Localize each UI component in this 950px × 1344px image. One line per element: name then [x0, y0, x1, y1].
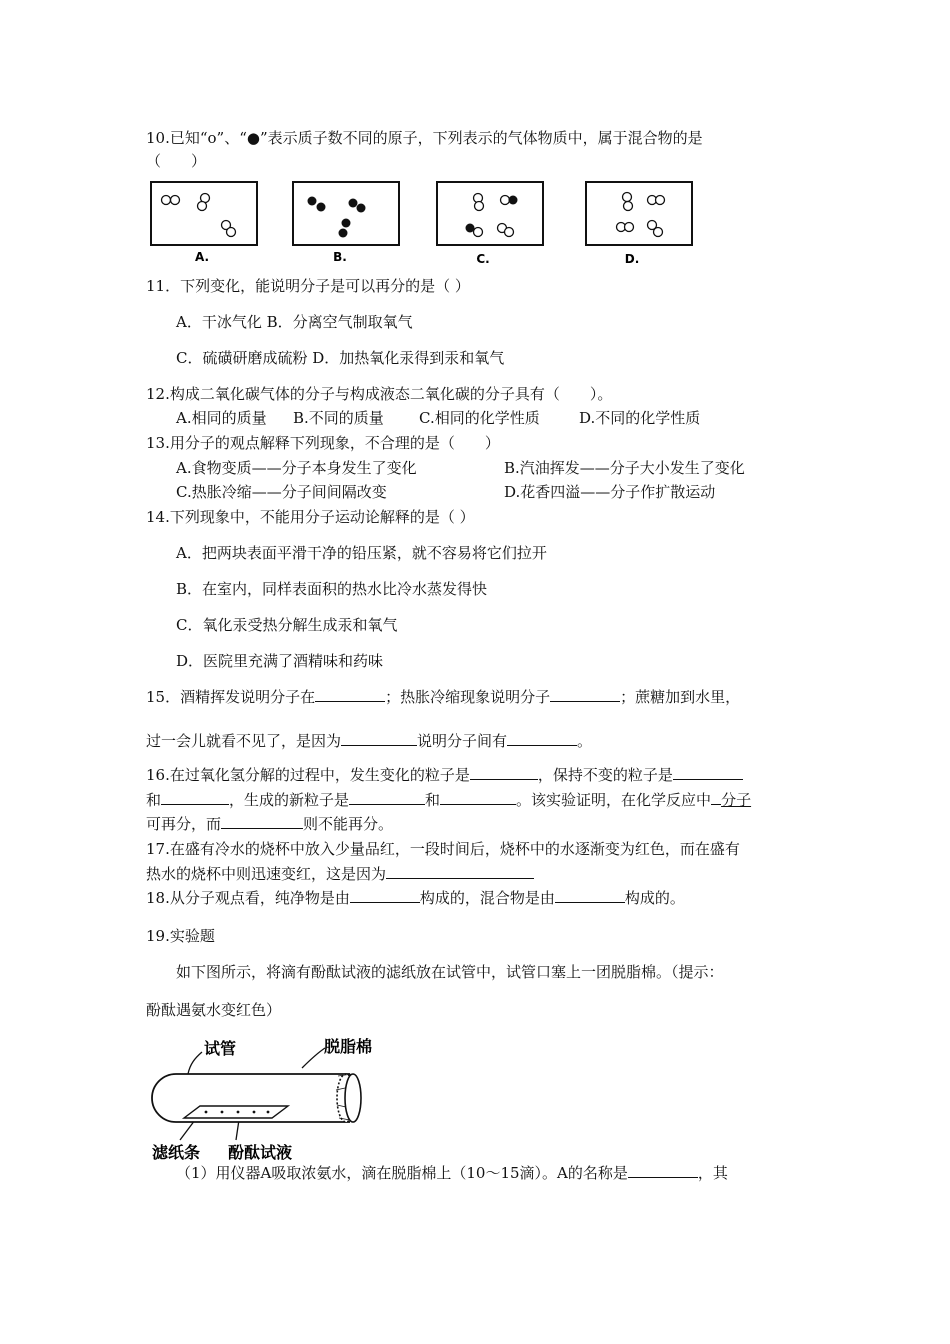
figure-c-label: C. — [476, 252, 490, 266]
figure-d-label: D. — [624, 252, 640, 266]
q13-option-b: B.汽油挥发——分子大小发生了变化 — [504, 459, 745, 477]
q16-text-7: 分子 — [721, 791, 752, 809]
q16-line-1 — [146, 765, 743, 785]
q14-option-b: B．在室内，同样表面积的热水比冷水蒸发得快 — [176, 580, 488, 598]
figure-b-label: B. — [333, 250, 347, 264]
q19-intro-1: 如下图所示，将滴有酚酞试液的滤纸放在试管中，试管口塞上一团脱脂棉。（提示： — [176, 963, 724, 981]
q16-blank-4[interactable] — [349, 790, 425, 805]
q16-text-3: 和 — [146, 791, 162, 809]
q16-blank-1[interactable] — [470, 765, 538, 780]
q17-line-1: 17.在盛有冷水的烧杯中放入少量品红，一段时间后，烧杯中的水逐渐变为红色，而在盛有 — [146, 840, 740, 858]
q12-option-b: B.不同的质量 — [293, 409, 384, 427]
q15-text-1: 15．酒精挥发说明分子在 — [146, 688, 316, 706]
figure-c — [437, 182, 543, 245]
q16-text-1: 16.在过氧化氢分解的过程中，发生变化的粒子是 — [146, 766, 470, 784]
q15-blank-1[interactable] — [315, 687, 385, 702]
q15-line-2 — [146, 731, 592, 751]
q19-intro-2: 酚酞遇氨水变红色） — [146, 1001, 282, 1019]
q18-blank-2[interactable] — [555, 888, 625, 903]
q15-text-5: 说明分子间有 — [417, 732, 508, 750]
q10-figures — [140, 175, 710, 270]
q16-blank-5[interactable] — [440, 790, 516, 805]
q12-option-c: C.相同的化学性质 — [419, 409, 540, 427]
q18-text-3: 构成的。 — [624, 889, 685, 907]
q16-text-9: 则不能再分。 — [303, 815, 394, 833]
q15-blank-3[interactable] — [341, 731, 417, 746]
q12-option-d: D.不同的化学性质 — [579, 409, 701, 427]
test-tube-figure — [140, 1030, 400, 1165]
q19-sub1-text-1: （1）用仪器A吸取浓氨水，滴在脱脂棉上（10～15滴）。A的名称是 — [176, 1164, 628, 1182]
q16-blank-2[interactable] — [673, 765, 743, 780]
q16-line-2 — [146, 790, 751, 810]
q16-blank-6[interactable] — [711, 790, 721, 805]
q16-text-8: 可再分，而 — [146, 815, 222, 833]
figure-a-label: A. — [194, 250, 210, 264]
q18-line — [146, 888, 685, 908]
q13-option-a: A.食物变质——分子本身发生了变化 — [176, 459, 417, 477]
figure-d — [586, 182, 692, 245]
label-filter-strip: 滤纸条 — [152, 1143, 201, 1162]
q17-line-2 — [146, 864, 534, 884]
q16-text-4: ，生成的新粒子是 — [229, 791, 350, 809]
q15-blank-4[interactable] — [507, 731, 577, 746]
label-phenolphthalein: 酚酞试液 — [228, 1143, 293, 1162]
q15-text-6: 。 — [577, 732, 593, 750]
figure-a — [151, 182, 257, 245]
q19-title: 19.实验题 — [146, 927, 215, 945]
q18-text-2: 构成的，混合物是由 — [419, 889, 555, 907]
q17-text: 热水的烧杯中则迅速变红，这是因为 — [146, 865, 387, 883]
q14-stem: 14.下列现象中，不能用分子运动论解释的是（ ） — [146, 508, 475, 526]
q15-text-3: ；蔗糖加到水里， — [620, 688, 741, 706]
q13-option-c: C.热胀冷缩——分子间间隔改变 — [176, 483, 387, 501]
q15-text-4: 过一会儿就看不见了，是因为 — [146, 732, 342, 750]
q16-text-2: ，保持不变的粒子是 — [537, 766, 673, 784]
q12-option-a: A.相同的质量 — [176, 409, 267, 427]
q15-blank-2[interactable] — [550, 687, 620, 702]
q11-stem: 11．下列变化，能说明分子是可以再分的是（ ） — [146, 277, 470, 295]
q18-text-1: 18.从分子观点看，纯净物是由 — [146, 889, 350, 907]
q15-text-2: ；热胀冷缩现象说明分子 — [385, 688, 551, 706]
q10-paren: （ ） — [146, 152, 207, 170]
q19-sub1 — [176, 1163, 728, 1183]
q14-option-d: D．医院里充满了酒精味和药味 — [176, 652, 384, 670]
q17-blank[interactable] — [386, 864, 534, 879]
q16-blank-3[interactable] — [161, 790, 229, 805]
q11-options-2: C．硫磺研磨成硫粉 D．加热氧化汞得到汞和氧气 — [176, 349, 505, 367]
filter-paper-strip — [184, 1106, 288, 1118]
q16-text-6: 。该实验证明，在化学反应中 — [516, 791, 712, 809]
figure-b — [293, 182, 399, 245]
q16-blank-7[interactable] — [221, 814, 303, 829]
label-cotton: 脱脂棉 — [324, 1037, 373, 1056]
q14-option-a: A．把两块表面平滑干净的铅压紧，就不容易将它们拉开 — [176, 544, 547, 562]
q16-line-3 — [146, 814, 393, 834]
label-test-tube: 试管 — [204, 1039, 237, 1058]
q19-sub1-text-2: ，其 — [697, 1164, 728, 1182]
q12-stem: 12.构成二氧化碳气体的分子与构成液态二氧化碳的分子具有（ ）。 — [146, 385, 613, 403]
q15-line-1 — [146, 687, 740, 707]
q14-option-c: C．氧化汞受热分解生成汞和氧气 — [176, 616, 398, 634]
q19-sub1-blank[interactable] — [628, 1163, 698, 1178]
q11-options-1: A．干冰气化 B．分离空气制取氧气 — [176, 313, 413, 331]
q13-stem: 13.用分子的观点解释下列现象，不合理的是（ ） — [146, 434, 500, 452]
q18-blank-1[interactable] — [350, 888, 420, 903]
q16-text-5: 和 — [425, 791, 441, 809]
q13-option-d: D.花香四溢——分子作扩散运动 — [504, 483, 716, 501]
q10-stem: 10.已知“o”、“●”表示质子数不同的原子，下列表示的气体物质中，属于混合物的是 — [146, 129, 703, 147]
